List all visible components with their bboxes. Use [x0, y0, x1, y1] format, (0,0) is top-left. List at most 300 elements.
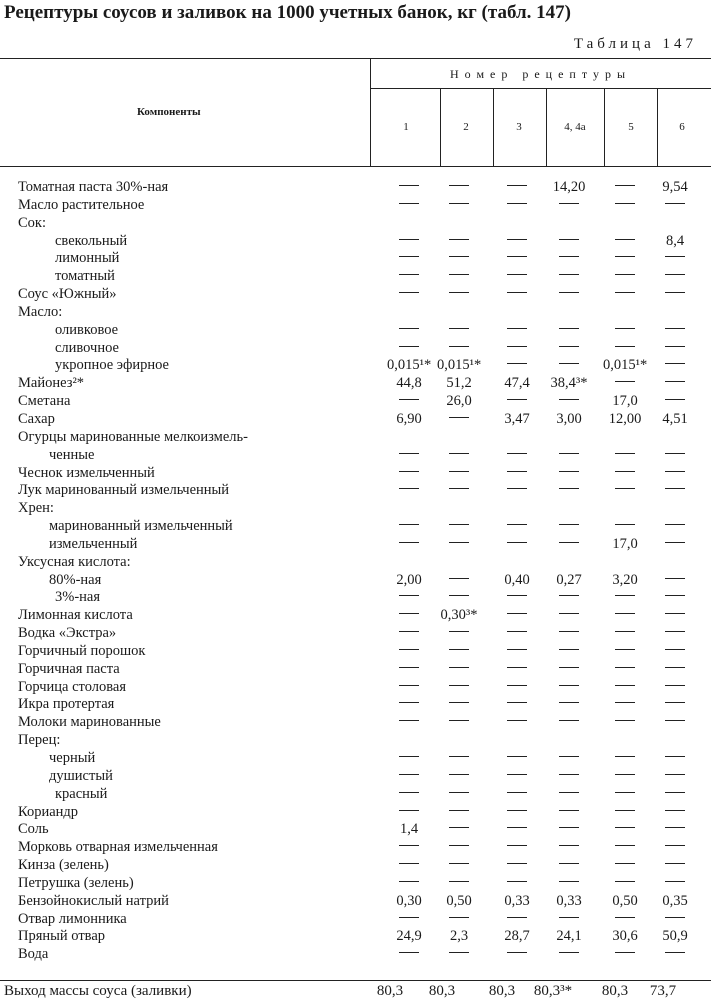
value-cell: 47,4 — [504, 375, 530, 392]
dash-mark — [559, 239, 579, 240]
dash-mark — [665, 399, 685, 400]
dash-mark — [507, 363, 527, 364]
dash-cell — [437, 196, 481, 214]
dash-cell — [547, 910, 591, 928]
value-cell: 0,27 — [556, 571, 582, 588]
table-row — [0, 464, 711, 482]
dash-mark — [559, 649, 579, 650]
dash-cell — [603, 678, 647, 696]
dash-mark — [665, 471, 685, 472]
dash-cell — [437, 660, 481, 678]
dash-cell — [495, 785, 539, 803]
dash-cell — [653, 785, 697, 803]
dash-mark — [399, 399, 419, 400]
row-label: Пряный отвар — [18, 928, 106, 945]
table-row — [0, 428, 711, 446]
col-header-2: 2 — [463, 121, 469, 133]
dash-mark — [449, 917, 469, 918]
table-row — [0, 499, 711, 517]
total-cell-4: 80,3³* — [533, 983, 573, 999]
total-cell-3: 80,3 — [488, 983, 516, 999]
dash-mark — [507, 292, 527, 293]
dash-mark — [615, 185, 635, 186]
value-cell: 4,51 — [662, 410, 688, 427]
dash-cell — [387, 642, 431, 660]
dash-mark — [615, 631, 635, 632]
dash-cell — [603, 803, 647, 821]
dash-mark — [507, 185, 527, 186]
dash-mark — [615, 381, 635, 382]
dash-mark — [559, 917, 579, 918]
dash-cell — [495, 642, 539, 660]
dash-mark — [449, 952, 469, 953]
dash-mark — [665, 774, 685, 775]
col-divider-4 — [604, 88, 605, 166]
dash-cell — [653, 339, 697, 357]
dash-cell — [547, 535, 591, 553]
dash-mark — [399, 649, 419, 650]
dash-cell — [495, 820, 539, 838]
dash-mark — [615, 256, 635, 257]
total-label: Выход массы соуса (заливки) — [4, 983, 192, 999]
row-label: Икра протертая — [18, 696, 115, 713]
dash-cell — [495, 695, 539, 713]
dash-mark — [559, 685, 579, 686]
dash-mark — [399, 256, 419, 257]
dash-mark — [399, 863, 419, 864]
dash-cell — [387, 910, 431, 928]
dash-cell — [437, 749, 481, 767]
dash-mark — [559, 524, 579, 525]
table-row — [0, 553, 711, 571]
dash-cell — [387, 232, 431, 250]
dash-mark — [449, 774, 469, 775]
dash-cell — [547, 356, 591, 374]
dash-cell — [603, 374, 647, 392]
value-cell: 51,2 — [446, 375, 472, 392]
dash-mark — [559, 453, 579, 454]
dash-cell — [437, 695, 481, 713]
dash-mark — [559, 774, 579, 775]
dash-mark — [449, 292, 469, 293]
dash-cell — [653, 535, 697, 553]
dash-cell — [387, 588, 431, 606]
dash-mark — [507, 274, 527, 275]
table-row — [0, 446, 711, 464]
dash-mark — [449, 685, 469, 686]
dash-cell — [603, 820, 647, 838]
table-row — [0, 910, 711, 928]
dash-cell — [495, 196, 539, 214]
dash-mark — [665, 274, 685, 275]
dash-cell — [653, 267, 697, 285]
dash-mark — [665, 863, 685, 864]
dash-cell — [437, 571, 481, 589]
value-cell: 0,015¹* — [603, 357, 648, 374]
value-cell: 0,33 — [504, 892, 530, 909]
dash-cell — [437, 856, 481, 874]
dash-mark — [615, 488, 635, 489]
row-label: Хрен: — [18, 500, 54, 517]
dash-mark — [399, 756, 419, 757]
dash-mark — [559, 952, 579, 953]
dash-mark — [665, 613, 685, 614]
dash-cell — [387, 785, 431, 803]
dash-cell — [653, 803, 697, 821]
dash-cell — [547, 339, 591, 357]
dash-cell — [437, 339, 481, 357]
dash-cell — [547, 874, 591, 892]
dash-mark — [665, 702, 685, 703]
dash-cell — [495, 356, 539, 374]
dash-mark — [615, 845, 635, 846]
value-cell: 2,3 — [449, 928, 469, 945]
dash-cell — [603, 624, 647, 642]
row-label: Отвар лимонника — [18, 910, 127, 927]
dash-mark — [399, 595, 419, 596]
dash-cell — [653, 910, 697, 928]
dash-cell — [437, 481, 481, 499]
dash-mark — [507, 667, 527, 668]
dash-mark — [507, 471, 527, 472]
dash-cell — [653, 660, 697, 678]
row-label: Кориандр — [18, 803, 79, 820]
dash-cell — [547, 820, 591, 838]
dash-cell — [653, 767, 697, 785]
dash-mark — [507, 685, 527, 686]
dash-mark — [615, 453, 635, 454]
dash-mark — [449, 720, 469, 721]
dash-cell — [437, 232, 481, 250]
dash-cell — [547, 606, 591, 624]
table-row — [0, 232, 711, 250]
dash-cell — [437, 910, 481, 928]
dash-cell — [387, 321, 431, 339]
dash-mark — [615, 595, 635, 596]
dash-mark — [665, 578, 685, 579]
row-label: Молоки маринованные — [18, 714, 161, 731]
dash-mark — [615, 792, 635, 793]
group-rule — [371, 88, 711, 89]
header-top-rule — [0, 58, 711, 59]
recipe-group-header: Номер рецептуры — [450, 67, 632, 81]
dash-cell — [437, 285, 481, 303]
dash-mark — [615, 292, 635, 293]
dash-mark — [665, 524, 685, 525]
total-cell-1: 80,3 — [376, 983, 404, 999]
dash-cell — [653, 571, 697, 589]
dash-mark — [507, 542, 527, 543]
dash-cell — [603, 481, 647, 499]
dash-cell — [547, 838, 591, 856]
dash-mark — [559, 256, 579, 257]
dash-cell — [653, 588, 697, 606]
dash-cell — [495, 856, 539, 874]
dash-cell — [495, 285, 539, 303]
dash-mark — [449, 488, 469, 489]
dash-mark — [615, 810, 635, 811]
dash-cell — [603, 232, 647, 250]
dash-cell — [437, 464, 481, 482]
dash-mark — [615, 774, 635, 775]
dash-cell — [495, 606, 539, 624]
dash-mark — [559, 346, 579, 347]
dash-cell — [603, 196, 647, 214]
value-cell: 6,90 — [396, 410, 422, 427]
dash-cell — [495, 178, 539, 196]
dash-cell — [653, 392, 697, 410]
dash-cell — [547, 392, 591, 410]
dash-cell — [603, 446, 647, 464]
table-row — [0, 820, 711, 838]
dash-cell — [547, 749, 591, 767]
dash-mark — [665, 381, 685, 382]
dash-cell — [387, 803, 431, 821]
value-cell: 0,40 — [504, 571, 530, 588]
dash-mark — [399, 292, 419, 293]
dash-cell — [495, 838, 539, 856]
total-row — [0, 983, 711, 1003]
dash-cell — [547, 267, 591, 285]
row-label: Огурцы маринованные мелкоизмель- — [18, 428, 248, 445]
dash-cell — [437, 767, 481, 785]
table-row — [0, 785, 711, 803]
dash-cell — [653, 856, 697, 874]
dash-cell — [387, 749, 431, 767]
dash-mark — [615, 756, 635, 757]
row-label: Бензойнокислый натрий — [18, 892, 169, 909]
dash-mark — [559, 845, 579, 846]
dash-mark — [665, 952, 685, 953]
dash-mark — [559, 810, 579, 811]
dash-cell — [387, 838, 431, 856]
dash-mark — [665, 667, 685, 668]
dash-mark — [399, 542, 419, 543]
dash-cell — [495, 767, 539, 785]
dash-cell — [653, 285, 697, 303]
row-label: 3%-ная — [55, 589, 101, 606]
dash-cell — [603, 249, 647, 267]
dash-mark — [449, 185, 469, 186]
dash-cell — [603, 749, 647, 767]
table-row — [0, 517, 711, 535]
dash-mark — [449, 667, 469, 668]
dash-mark — [449, 595, 469, 596]
row-label: сливочное — [55, 339, 119, 356]
dash-mark — [507, 256, 527, 257]
table-row — [0, 267, 711, 285]
dash-mark — [615, 524, 635, 525]
dash-cell — [437, 535, 481, 553]
dash-cell — [603, 713, 647, 731]
dash-cell — [387, 945, 431, 963]
dash-mark — [665, 810, 685, 811]
dash-mark — [449, 274, 469, 275]
row-label: Соль — [18, 821, 49, 838]
dash-cell — [387, 267, 431, 285]
dash-cell — [387, 464, 431, 482]
table-row — [0, 285, 711, 303]
row-label: Сахар — [18, 410, 55, 427]
dash-cell — [437, 820, 481, 838]
dash-cell — [653, 446, 697, 464]
dash-cell — [653, 481, 697, 499]
row-label: свекольный — [55, 232, 128, 249]
dash-mark — [615, 346, 635, 347]
table-row — [0, 695, 711, 713]
table-row — [0, 303, 711, 321]
dash-mark — [615, 667, 635, 668]
row-label: черный — [49, 750, 96, 766]
dash-mark — [507, 524, 527, 525]
dash-cell — [603, 785, 647, 803]
dash-cell — [653, 196, 697, 214]
dash-cell — [495, 910, 539, 928]
dash-mark — [507, 845, 527, 846]
dash-mark — [615, 720, 635, 721]
dash-mark — [665, 292, 685, 293]
dash-cell — [653, 678, 697, 696]
dash-mark — [507, 595, 527, 596]
dash-cell — [603, 464, 647, 482]
dash-mark — [559, 613, 579, 614]
table-row — [0, 838, 711, 856]
dash-cell — [437, 410, 481, 428]
dash-mark — [399, 720, 419, 721]
col-header-1: 1 — [403, 121, 409, 133]
table-row — [0, 374, 711, 392]
dash-mark — [449, 863, 469, 864]
value-cell: 1,4 — [399, 821, 419, 838]
dash-mark — [449, 346, 469, 347]
dash-mark — [615, 613, 635, 614]
value-cell: 0,30 — [396, 892, 422, 909]
dash-cell — [653, 874, 697, 892]
row-label: душистый — [49, 767, 113, 784]
table-row — [0, 339, 711, 357]
table-row — [0, 927, 711, 945]
dash-mark — [507, 774, 527, 775]
row-label: Морковь отварная измельченная — [18, 839, 218, 856]
dash-cell — [547, 642, 591, 660]
dash-mark — [507, 863, 527, 864]
table-row — [0, 588, 711, 606]
dash-mark — [507, 328, 527, 329]
dash-cell — [653, 838, 697, 856]
dash-cell — [547, 588, 591, 606]
dash-cell — [547, 232, 591, 250]
dash-mark — [399, 702, 419, 703]
dash-mark — [665, 756, 685, 757]
page-title: Рецептуры соусов и заливок на 1000 учетных банок, кг (табл. 147) — [4, 2, 571, 23]
table-row — [0, 481, 711, 499]
row-label: Соус «Южный» — [18, 286, 117, 303]
table-row — [0, 749, 711, 767]
table-row — [0, 196, 711, 214]
dash-mark — [399, 667, 419, 668]
value-cell: 0,35 — [662, 892, 688, 909]
dash-cell — [387, 695, 431, 713]
dash-cell — [495, 481, 539, 499]
value-cell: 0,015¹* — [387, 357, 432, 374]
dash-cell — [437, 642, 481, 660]
dash-cell — [495, 624, 539, 642]
table-row — [0, 767, 711, 785]
dash-mark — [449, 649, 469, 650]
dash-cell — [547, 481, 591, 499]
dash-mark — [559, 595, 579, 596]
dash-cell — [387, 249, 431, 267]
dash-cell — [437, 838, 481, 856]
dash-cell — [653, 249, 697, 267]
value-cell: 14,20 — [552, 179, 586, 195]
dash-cell — [387, 606, 431, 624]
dash-cell — [437, 785, 481, 803]
dash-mark — [559, 203, 579, 204]
dash-cell — [495, 874, 539, 892]
dash-mark — [399, 917, 419, 918]
dash-cell — [437, 713, 481, 731]
dash-mark — [507, 203, 527, 204]
dash-cell — [603, 642, 647, 660]
dash-mark — [665, 827, 685, 828]
row-label: Сметана — [18, 393, 71, 410]
dash-cell — [603, 945, 647, 963]
dash-cell — [603, 606, 647, 624]
dash-cell — [437, 321, 481, 339]
dash-mark — [507, 649, 527, 650]
dash-mark — [615, 328, 635, 329]
value-cell: 8,4 — [665, 232, 685, 249]
dash-cell — [387, 392, 431, 410]
dash-mark — [559, 702, 579, 703]
dash-mark — [507, 810, 527, 811]
dash-mark — [665, 453, 685, 454]
row-label: Чеснок измельченный — [18, 464, 155, 481]
col-header-4: 4, 4а — [564, 121, 586, 133]
row-label: Масло: — [18, 303, 63, 320]
dash-mark — [615, 649, 635, 650]
dash-mark — [559, 274, 579, 275]
dash-mark — [665, 631, 685, 632]
dash-mark — [615, 702, 635, 703]
dash-cell — [547, 767, 591, 785]
dash-mark — [399, 488, 419, 489]
dash-cell — [547, 785, 591, 803]
dash-mark — [507, 702, 527, 703]
dash-mark — [449, 328, 469, 329]
value-cell: 0,30³* — [440, 607, 478, 624]
value-cell: 3,00 — [556, 410, 582, 427]
dash-mark — [665, 881, 685, 882]
dash-cell — [495, 249, 539, 267]
dash-mark — [399, 453, 419, 454]
dash-mark — [449, 256, 469, 257]
value-cell: 28,7 — [504, 928, 530, 945]
dash-mark — [399, 346, 419, 347]
dash-cell — [547, 446, 591, 464]
table-row — [0, 214, 711, 232]
value-cell: 9,54 — [662, 179, 688, 195]
dash-cell — [603, 588, 647, 606]
dash-mark — [449, 845, 469, 846]
dash-mark — [615, 952, 635, 953]
table-row — [0, 535, 711, 553]
header-bottom-rule — [0, 166, 711, 167]
dash-mark — [559, 720, 579, 721]
dash-cell — [653, 517, 697, 535]
row-label: Горчица столовая — [18, 678, 127, 695]
